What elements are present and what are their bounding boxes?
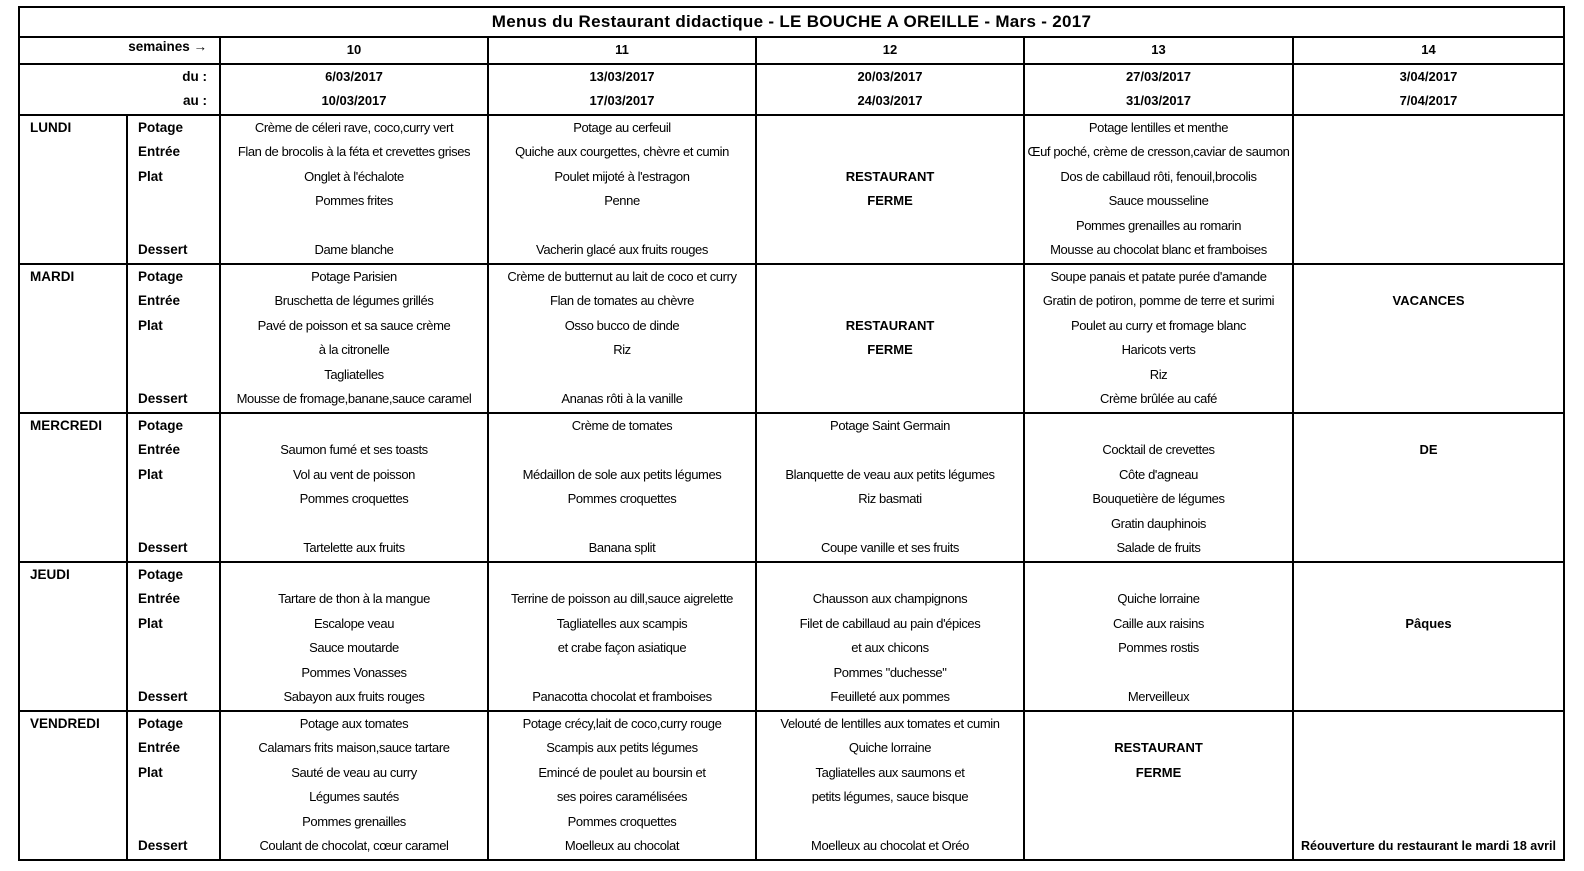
menu-cell (1024, 413, 1293, 439)
to-label: au : (19, 89, 220, 115)
week14-cell (1293, 512, 1564, 537)
menu-cell: et aux chicons (756, 636, 1024, 661)
menu-row (19, 636, 1564, 661)
week-end-date: 31/03/2017 (1024, 89, 1293, 115)
week-number: 11 (488, 37, 756, 64)
menu-cell (756, 562, 1024, 588)
menu-cell (756, 289, 1024, 314)
week14-cell (1293, 661, 1564, 686)
menu-cell: Riz (488, 338, 756, 363)
menu-cell: Flan de tomates au chèvre (488, 289, 756, 314)
menu-cell: Pavé de poisson et sa sauce crème (257, 317, 451, 333)
menu-cell: Potage lentilles et menthe (1024, 115, 1293, 141)
week14-cell (1293, 413, 1564, 439)
week-start-date: 3/04/2017 (1293, 64, 1564, 90)
menu-cell: Sauce mousseline (1024, 189, 1293, 214)
menu-cell: Pommes grenailles (302, 813, 406, 829)
course-label: Potage (127, 562, 220, 588)
week14-cell (1293, 785, 1564, 810)
menu-cell: Légumes sautés (309, 789, 399, 805)
course-label: Entrée (127, 289, 220, 314)
menu-cell: Potage au cerfeuil (488, 115, 756, 141)
menu-cell (1024, 562, 1293, 588)
week-start-date: 13/03/2017 (488, 64, 756, 90)
week14-de: DE (1293, 438, 1564, 463)
menu-cell: Gratin de potiron, pomme de terre et surimi (1024, 289, 1293, 314)
menu-cell: petits légumes, sauce bisque (756, 785, 1024, 810)
menu-cell: Tagliatelles aux scampis (488, 612, 756, 637)
menu-cell: Moelleux au chocolat (488, 834, 756, 860)
course-label (127, 214, 220, 239)
week14-cell (1293, 387, 1564, 413)
menu-cell: Tagliatelles aux saumons et (756, 761, 1024, 786)
week14-cell (1293, 536, 1564, 562)
menu-row (19, 562, 1564, 588)
menu-cell: RESTAURANT (756, 165, 1024, 190)
menu-cell: Filet de cabillaud au pain d'épices (756, 612, 1024, 637)
menu-cell (1024, 661, 1293, 686)
menu-cell: Potage crécy,lait de coco,curry rouge (488, 711, 756, 737)
menu-cell (756, 810, 1024, 835)
menu-cell: Panacotta chocolat et framboises (488, 685, 756, 711)
menu-cell (1024, 834, 1293, 860)
menu-cell: Tartelette aux fruits (220, 536, 488, 562)
menu-cell: Œuf poché, crème de cresson,caviar de saumon (1024, 140, 1293, 165)
menu-cell: Feuilleté aux pommes (756, 685, 1024, 711)
menu-cell: et crabe façon asiatique (488, 636, 756, 661)
course-label (127, 810, 220, 835)
course-label (127, 661, 220, 686)
week-end-date: 10/03/2017 (220, 89, 488, 115)
course-label (127, 487, 220, 512)
week14-cell (1293, 140, 1564, 165)
week14-cell (1293, 562, 1564, 588)
menu-cell: Calamars frits maison,sauce tartare (258, 740, 450, 756)
menu-cell: Côte d'agneau (1024, 463, 1293, 488)
menu-row (19, 761, 1564, 786)
menu-cell: Riz (1024, 363, 1293, 388)
menu-row (19, 736, 1564, 761)
menu-cell (1024, 785, 1293, 810)
menu-cell: Tartare de thon à la mangue (278, 591, 430, 607)
weeks-label: semaines → (19, 37, 220, 64)
week-number: 12 (756, 37, 1024, 64)
menu-row (19, 165, 1564, 190)
course-label (127, 785, 220, 810)
week-end-date: 7/04/2017 (1293, 89, 1564, 115)
menu-row (19, 463, 1564, 488)
course-label (127, 512, 220, 537)
menu-row (19, 685, 1564, 711)
menu-cell (220, 214, 488, 239)
menu-cell (1024, 711, 1293, 737)
menu-cell: ses poires caramélisées (488, 785, 756, 810)
course-label: Dessert (127, 238, 220, 264)
menu-cell: Pommes "duchesse" (756, 661, 1024, 686)
menu-cell: Coupe vanille et ses fruits (756, 536, 1024, 562)
menu-cell: Dos de cabillaud rôti, fenouil,brocolis (1024, 165, 1293, 190)
menu-cell (1024, 810, 1293, 835)
menu-cell: Vacherin glacé aux fruits rouges (488, 238, 756, 264)
menu-cell: Pommes frites (315, 193, 393, 209)
week14-cell (1293, 587, 1564, 612)
menu-cell: Banana split (488, 536, 756, 562)
week14-cell (1293, 314, 1564, 339)
menu-cell: Caille aux raisins (1024, 612, 1293, 637)
menu-cell: Poulet au curry et fromage blanc (1024, 314, 1293, 339)
menu-cell: Pommes rostis (1024, 636, 1293, 661)
course-label: Plat (127, 165, 220, 190)
menu-cell: Gratin dauphinois (1024, 512, 1293, 537)
week-start-date: 20/03/2017 (756, 64, 1024, 90)
week14-cell (1293, 636, 1564, 661)
course-label: Plat (127, 612, 220, 637)
menu-row (19, 711, 1564, 737)
menu-cell (756, 512, 1024, 537)
menu-row (19, 140, 1564, 165)
menu-cell: Crème de butternut au lait de coco et curry (488, 264, 756, 290)
menu-cell: Pommes croquettes (299, 491, 409, 507)
course-label: Potage (127, 264, 220, 290)
day-name: LUNDI (19, 115, 127, 264)
menu-cell: Coulant de chocolat, cœur caramel (220, 834, 488, 860)
course-label: Dessert (127, 685, 220, 711)
menu-cell (756, 264, 1024, 290)
menu-cell (756, 140, 1024, 165)
week14-cell (1293, 685, 1564, 711)
course-label: Entrée (127, 438, 220, 463)
course-label (127, 636, 220, 661)
week-start-date: 6/03/2017 (220, 64, 488, 90)
course-label: Entrée (127, 736, 220, 761)
menu-cell: RESTAURANT (756, 314, 1024, 339)
menu-cell: RESTAURANT (1024, 736, 1293, 761)
day-name: MERCREDI (19, 413, 127, 562)
menu-cell: Vol au vent de poisson (292, 466, 416, 482)
menu-cell: Chausson aux champignons (756, 587, 1024, 612)
menu-cell: Escalope veau (313, 615, 395, 631)
week14-cell (1293, 214, 1564, 239)
menu-cell (220, 512, 488, 537)
menu-row (19, 387, 1564, 413)
course-label: Entrée (127, 140, 220, 165)
week14-cell (1293, 189, 1564, 214)
menu-cell: Onglet à l'échalote (304, 168, 404, 184)
menu-row (19, 314, 1564, 339)
menu-row (19, 189, 1564, 214)
menu-row (19, 661, 1564, 686)
week14-cell (1293, 463, 1564, 488)
menu-row (19, 289, 1564, 314)
course-label (127, 338, 220, 363)
course-label: Plat (127, 463, 220, 488)
menu-cell: Quiche aux courgettes, chèvre et cumin (488, 140, 756, 165)
menu-cell (756, 214, 1024, 239)
menu-cell: Crème de céleri rave, coco,curry vert (254, 119, 454, 135)
menu-cell (756, 115, 1024, 141)
menu-row (19, 536, 1564, 562)
course-label: Plat (127, 314, 220, 339)
menu-cell: Cocktail de crevettes (1024, 438, 1293, 463)
day-name: VENDREDI (19, 711, 127, 860)
course-label: Dessert (127, 834, 220, 860)
menu-cell (756, 238, 1024, 264)
menu-row (19, 238, 1564, 264)
course-label: Potage (127, 413, 220, 439)
menu-cell (488, 512, 756, 537)
menu-cell: Blanquette de veau aux petits légumes (756, 463, 1024, 488)
menu-cell: Pommes Vonasses (301, 664, 407, 680)
course-label: Potage (127, 711, 220, 737)
menu-cell (488, 562, 756, 588)
menu-cell (488, 214, 756, 239)
menu-cell: Saumon fumé et ses toasts (280, 442, 428, 458)
menu-row (19, 587, 1564, 612)
menu-cell: Sauté de veau au curry (291, 764, 417, 780)
menu-cell (756, 363, 1024, 388)
menu-cell (756, 387, 1024, 413)
menu-cell: Soupe panais et patate purée d'amande (1024, 264, 1293, 290)
menu-row (19, 512, 1564, 537)
menu-cell: Quiche lorraine (1024, 587, 1293, 612)
menu-cell: Pommes croquettes (488, 487, 756, 512)
week14-cell (1293, 810, 1564, 835)
menu-cell: Salade de fruits (1024, 536, 1293, 562)
week-end-date: 24/03/2017 (756, 89, 1024, 115)
menu-cell: Scampis aux petits légumes (488, 736, 756, 761)
menu-row (19, 115, 1564, 141)
menu-cell: Osso bucco de dinde (488, 314, 756, 339)
menu-cell: Dame blanche (220, 238, 488, 264)
week14-cell (1293, 487, 1564, 512)
menu-cell: Mousse au chocolat blanc et framboises (1024, 238, 1293, 264)
menu-row (19, 810, 1564, 835)
menu-cell: Riz basmati (756, 487, 1024, 512)
week-number: 13 (1024, 37, 1293, 64)
menu-cell: Velouté de lentilles aux tomates et cumin (756, 711, 1024, 737)
week14-cell (1293, 711, 1564, 737)
menu-row (19, 338, 1564, 363)
menu-row (19, 612, 1564, 637)
week14-cell (1293, 363, 1564, 388)
menu-cell: Terrine de poisson au dill,sauce aigrelette (488, 587, 756, 612)
menu-row (19, 785, 1564, 810)
menu-cell (488, 661, 756, 686)
menu-cell: Emincé de poulet au boursin et (488, 761, 756, 786)
menu-cell: Poulet mijoté à l'estragon (488, 165, 756, 190)
week14-cell (1293, 338, 1564, 363)
menu-table-container (18, 6, 1563, 861)
menu-table (18, 6, 1565, 861)
menu-cell (488, 438, 756, 463)
menu-cell: Sauce moutarde (309, 640, 399, 656)
week-number: 14 (1293, 37, 1564, 64)
menu-cell: Sabayon aux fruits rouges (220, 685, 488, 711)
week14-cell (1293, 736, 1564, 761)
week14-cell (1293, 264, 1564, 290)
menu-cell: Tagliatelles (324, 366, 384, 382)
menu-row (19, 363, 1564, 388)
menu-cell: Flan de brocolis à la féta et crevettes grises (237, 144, 471, 160)
menu-cell: Potage aux tomates (299, 715, 409, 731)
week14-paques: Pâques (1293, 612, 1564, 637)
menu-cell: Penne (488, 189, 756, 214)
menu-cell: Merveilleux (1024, 685, 1293, 711)
menu-cell: Haricots verts (1024, 338, 1293, 363)
menu-cell: FERME (756, 338, 1024, 363)
menu-cell: FERME (1024, 761, 1293, 786)
week-end-date: 17/03/2017 (488, 89, 756, 115)
menu-cell: Mousse de fromage,banane,sauce caramel (220, 387, 488, 413)
course-label: Dessert (127, 387, 220, 413)
from-label: du : (19, 64, 220, 90)
menu-cell (488, 363, 756, 388)
menu-row (19, 264, 1564, 290)
menu-row (19, 487, 1564, 512)
menu-cell: Potage Parisien (311, 268, 397, 284)
week14-cell (1293, 115, 1564, 141)
menu-cell (756, 438, 1024, 463)
menu-cell: Moelleux au chocolat et Oréo (756, 834, 1024, 860)
menu-cell (220, 413, 488, 439)
menu-cell: Crème brûlée au café (1024, 387, 1293, 413)
day-name: MARDI (19, 264, 127, 413)
week-number: 10 (220, 37, 488, 64)
menu-cell: FERME (756, 189, 1024, 214)
week14-cell (1293, 761, 1564, 786)
page-title: Menus du Restaurant didactique - LE BOUCHE A OREILLE - Mars - 2017 (19, 7, 1564, 37)
menu-cell: à la citronelle (318, 342, 390, 358)
week14-cell (1293, 238, 1564, 264)
course-label: Potage (127, 115, 220, 141)
menu-cell: Pommes grenailles au romarin (1024, 214, 1293, 239)
week-start-date: 27/03/2017 (1024, 64, 1293, 90)
menu-row (19, 834, 1564, 860)
menu-cell: Crème de tomates (488, 413, 756, 439)
course-label: Entrée (127, 587, 220, 612)
menu-cell (220, 562, 488, 588)
menu-cell: Médaillon de sole aux petits légumes (488, 463, 756, 488)
day-name: JEUDI (19, 562, 127, 711)
menu-cell: Potage Saint Germain (756, 413, 1024, 439)
menu-cell: Quiche lorraine (756, 736, 1024, 761)
course-label: Plat (127, 761, 220, 786)
course-label: Dessert (127, 536, 220, 562)
menu-cell: Bouquetière de légumes (1024, 487, 1293, 512)
menu-cell: Ananas rôti à la vanille (488, 387, 756, 413)
menu-row (19, 413, 1564, 439)
menu-row (19, 438, 1564, 463)
menu-cell: Bruschetta de légumes grillés (274, 293, 434, 309)
course-label (127, 189, 220, 214)
week14-cell (1293, 165, 1564, 190)
week14-vacances: VACANCES (1293, 289, 1564, 314)
menu-cell: Pommes croquettes (488, 810, 756, 835)
menu-row (19, 214, 1564, 239)
week14-reopen: Réouverture du restaurant le mardi 18 avril (1293, 834, 1564, 860)
course-label (127, 363, 220, 388)
